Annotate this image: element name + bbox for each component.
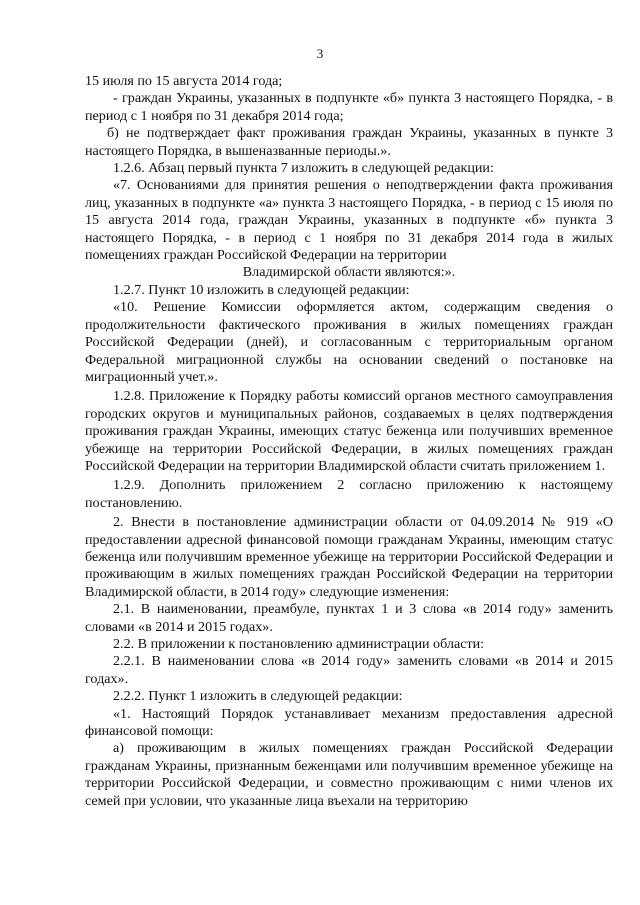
paragraph: «1. Настоящий Порядок устанавливает механизм предоставления адресной финансовой помощи: (85, 705, 613, 740)
paragraph: 2. Внести в постановление администрации области от 04.09.2014 № 919 «О предоставлении адресной финансовой помощи гражданам Украины, имеющим статус беженца или получившим временное убежище на территории Российской Федерации и проживающим в жилых помещениях граждан Российской Федерации на территории Владимирской области, в 2014 году» следующие изменения: (85, 514, 613, 600)
paragraph: «10. Решение Комиссии оформляется актом, содержащим сведения о продолжительности фактического проживания в жилых помещениях граждан Российской Федерации (дней), и согласованным с территориальным органом Федеральной миграционной службы на основании сведений о постановке на миграционный учет.». (85, 299, 613, 385)
paragraph: 1.2.8. Приложение к Порядку работы комиссий органов местного самоуправления городских округов и муниципальных районов, создаваемых в целях подтверждения проживания граждан Украины, имеющих статус беженца или получивших временное убежище на территории Российской Федерации, в жилых помещениях граждан Российской Федерации на территории Владимирской области считать приложением 1. (85, 388, 613, 474)
paragraph: а) проживающим в жилых помещениях граждан Российской Федерации гражданам Украины, признанным беженцами или получившим временное убежище на территории Российской Федерации, и совместно проживающим с ними членов их семей при условии, что указанные лица въехали на территорию (85, 740, 613, 809)
paragraph: - граждан Украины, указанных в подпункте «б» пункта 3 настоящего Порядка, - в период с 1 ноября по 31 декабря 2014 года; (85, 90, 613, 124)
page-number: 3 (316, 46, 324, 61)
paragraph: 2.2.2. Пункт 1 изложить в следующей редакции: (113, 688, 403, 705)
paragraph: 2.2.1. В наименовании слова «в 2014 году» заменить словами «в 2014 и 2015 годах». (85, 653, 613, 687)
paragraph: Владимирской области являются:». (242, 264, 456, 281)
paragraph: 1.2.9. Дополнить приложением 2 согласно приложению к настоящему постановлению. (85, 477, 613, 511)
paragraph: 15 июля по 15 августа 2014 года; (85, 73, 283, 89)
paragraph: 1.2.7. Пункт 10 изложить в следующей редакции: (113, 281, 410, 298)
paragraph: 1.2.6. Абзац первый пункта 7 изложить в следующей редакции: (113, 160, 494, 177)
paragraph: 2.2. В приложении к постановлению администрации области: (113, 636, 485, 652)
paragraph: «7. Основаниями для принятия решения о неподтверждении факта проживания лиц, указанных в подпункте «а» пункта 3 настоящего Порядка, - в период с 15 июля по 15 августа 2014 года, граждан Украины, указанных в подпункте «б» пункта 3 настоящего Порядка, - в период с 1 ноября по 31 декабря 2014 года в жилых помещениях граждан Российской Федерации на территории (85, 177, 613, 264)
paragraph: 2.1. В наименовании, преамбуле, пунктах 1 и 3 слова «в 2014 году» заменить словами «в 2014 и 2015 годах». (85, 601, 613, 635)
paragraph: б) не подтверждает факт проживания граждан Украины, указанных в пункте 3 настоящего Порядка, в вышеназванные периоды.». (85, 125, 613, 159)
document-body (85, 73, 613, 810)
